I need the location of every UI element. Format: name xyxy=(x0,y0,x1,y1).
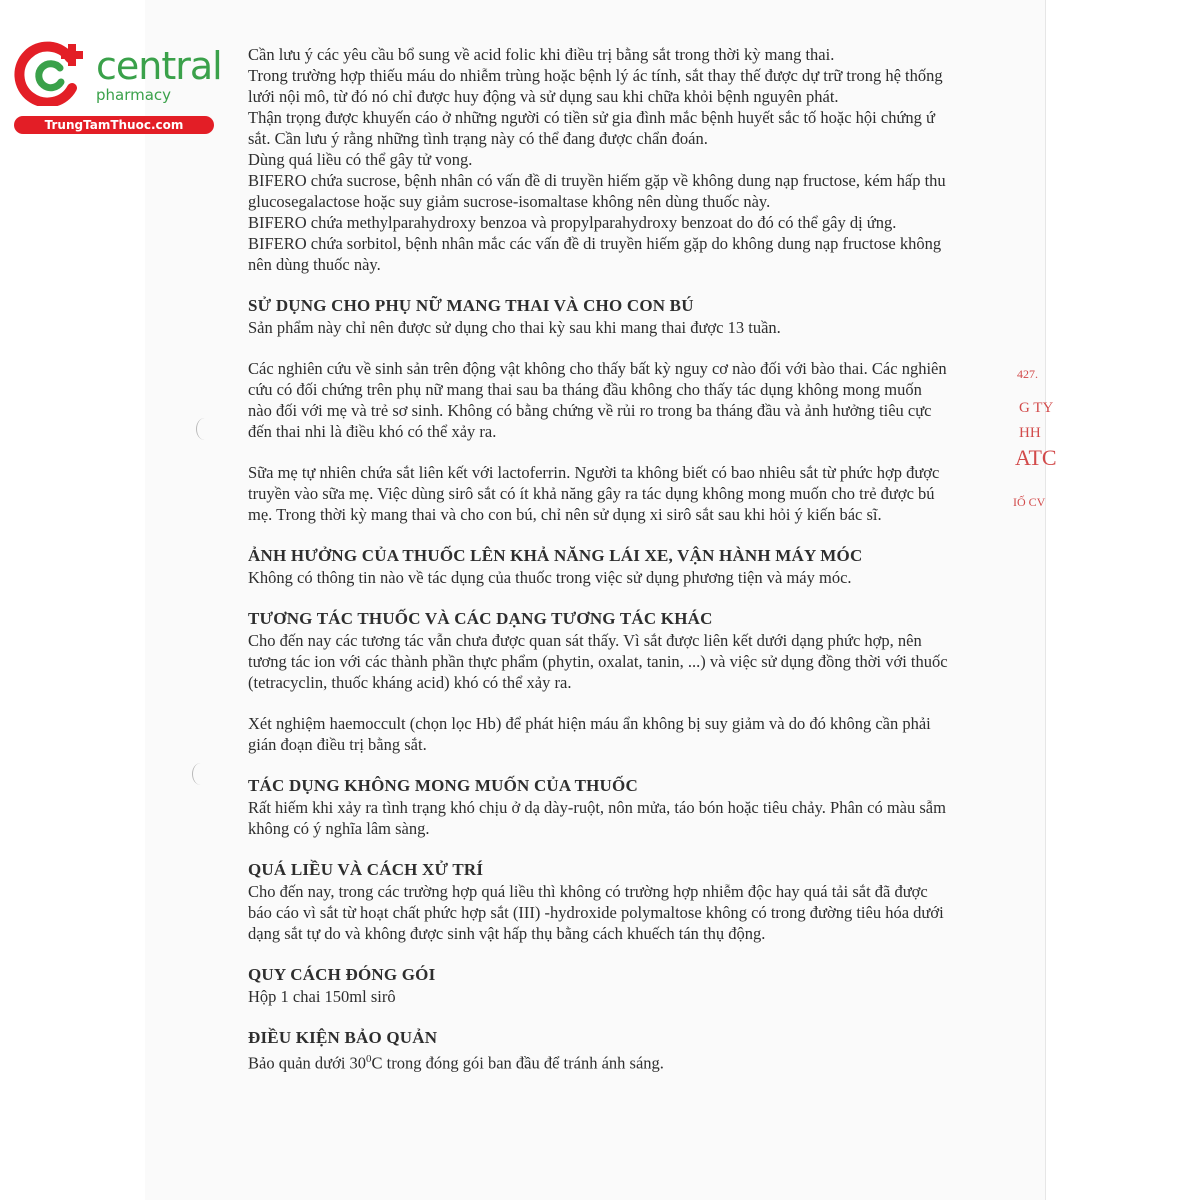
punch-hole-mark xyxy=(192,763,209,785)
stamp-text: G TY xyxy=(1019,400,1054,416)
degree-sup: 0 xyxy=(366,1053,372,1065)
paragraph: Dùng quá liều có thể gây tử vong. xyxy=(248,150,473,169)
paragraph: Không có thông tin nào về tác dụng của thuốc trong việc sử dụng phương tiện và máy móc. xyxy=(248,568,852,587)
section-heading-storage: ĐIỀU KIỆN BẢO QUẢN xyxy=(248,1028,438,1047)
document-body xyxy=(248,44,948,1074)
section-heading-packaging: QUY CÁCH ĐÓNG GÓI xyxy=(248,965,436,984)
paragraph: Sữa mẹ tự nhiên chứa sắt liên kết với lactoferrin. Người ta không biết có bao nhiêu sắt từ phức hợp được truyền vào sữa mẹ. Việc dùng sirô sắt có ít khả năng gây ra tác dụng không mong muốn cho trẻ được bú mẹ. Trong thời kỳ mang thai và cho con bú, chỉ nên sử dụng xi sirô sắt sau khi hỏi ý kiến bác sĩ. xyxy=(248,463,940,524)
paragraph: Cho đến nay, trong các trường hợp quá liều thì không có trường hợp nhiễm độc hay quá tải sắt đã được báo cáo vì sắt từ hoạt chất phức hợp sắt (III) -hydroxide polymaltose không có trong đường tiêu hóa dưới dạng sắt tự do và không được sinh vật hấp thụ bằng cách khuếch tán thụ động. xyxy=(248,882,944,943)
paragraph: Cần lưu ý các yêu cầu bổ sung về acid folic khi điều trị bằng sắt trong thời kỳ mang thai. xyxy=(248,45,835,64)
paragraph: Rất hiếm khi xảy ra tình trạng khó chịu ở dạ dày-ruột, nôn mửa, táo bón hoặc tiêu chảy. Phân có màu sẫm không có ý nghĩa lâm sàng. xyxy=(248,798,946,838)
brand-subtitle: pharmacy xyxy=(96,86,172,104)
paragraph: Thận trọng được khuyến cáo ở những người có tiền sử gia đình mắc bệnh huyết sắc tố hoặc hội chứng ứ sắt. Cần lưu ý rằng những tình trạng này có thể đang được chẩn đoán. xyxy=(248,108,935,148)
stamp-text: 427. xyxy=(1017,367,1038,381)
paragraph: Sản phẩm này chỉ nên được sử dụng cho thai kỳ sau khi mang thai được 13 tuần. xyxy=(248,318,781,337)
punch-hole-mark xyxy=(196,418,213,440)
paragraph: Trong trường hợp thiếu máu do nhiễm trùng hoặc bệnh lý ác tính, sắt thay thế được dự trữ trong hệ thống lưới nội mô, từ đó nó chỉ được huy động và sử dụng sau khi chữa khỏi bệnh nguyên phát. xyxy=(248,66,943,106)
intro-block xyxy=(248,44,948,275)
brand-url[interactable]: TrungTamThuoc.com xyxy=(14,116,214,134)
section-heading-overdose: QUÁ LIỀU VÀ CÁCH XỬ TRÍ xyxy=(248,860,484,879)
paragraph: Xét nghiệm haemoccult (chọn lọc Hb) để phát hiện máu ẩn không bị suy giảm và do đó không cần phải gián đoạn điều trị bằng sắt. xyxy=(248,714,931,754)
paragraph: Các nghiên cứu về sinh sản trên động vật không cho thấy bất kỳ nguy cơ nào đối với bào thai. Các nghiên cứu có đối chứng trên phụ nữ mang thai sau ba tháng đầu không cho thấy tác dụng không mong muốn nào đối với mẹ và trẻ sơ sinh. Không có bằng chứng về rủi ro trong ba tháng đầu và ảnh hưởng tiêu cực đến thai nhi là điều khó có thể xảy ra. xyxy=(248,359,947,441)
paragraph: BIFERO chứa sorbitol, bệnh nhân mắc các vấn đề di truyền hiếm gặp do không dung nạp fructose không nên dùng thuốc này. xyxy=(248,234,942,274)
storage-paragraph xyxy=(248,1049,948,1074)
brand-logo[interactable] xyxy=(10,38,220,138)
paragraph: BIFERO chứa sucrose, bệnh nhân có vấn đề di truyền hiếm gặp về không dung nạp fructose, kém hấp thu glucosegalactose hoặc suy giảm sucrose-isomaltase không nên dùng thuốc này. xyxy=(248,171,946,211)
paragraph: BIFERO chứa methylparahydroxy benzoa và propylparahydroxy benzoat do đó có thể gây dị ứng. xyxy=(248,213,897,232)
stamp-text: ATC xyxy=(1015,445,1057,470)
storage-text-pre: Bảo quản dưới 30 xyxy=(248,1053,367,1073)
storage-text-post: C trong đóng gói ban đầu để tránh ánh sáng. xyxy=(371,1053,664,1073)
section-heading-pregnancy: SỬ DỤNG CHO PHỤ NỮ MANG THAI VÀ CHO CON BÚ xyxy=(248,296,694,315)
section-heading-adverse-effects: TÁC DỤNG KHÔNG MONG MUỐN CỦA THUỐC xyxy=(248,776,638,795)
section-heading-interactions: TƯƠNG TÁC THUỐC VÀ CÁC DẠNG TƯƠNG TÁC KHÁC xyxy=(248,609,713,628)
stamp-text: HH xyxy=(1019,425,1041,441)
stamp-text: IỐ CV xyxy=(1013,495,1046,509)
red-stamp xyxy=(1005,355,1075,525)
brand-name: central xyxy=(96,44,222,88)
paragraph: Cho đến nay các tương tác vẫn chưa được quan sát thấy. Vì sắt được liên kết dưới dạng phức hợp, nên tương tác ion với các thành phần thực phẩm (phytin, oxalat, tanin, ...) và việc sử dụng đồng thời với thuốc (tetracyclin, thuốc kháng acid) khó có thể xảy ra. xyxy=(248,631,948,692)
paragraph: Hộp 1 chai 150ml sirô xyxy=(248,987,396,1006)
section-heading-driving: ẢNH HƯỞNG CỦA THUỐC LÊN KHẢ NĂNG LÁI XE, VẬN HÀNH MÁY MÓC xyxy=(248,546,863,565)
logo-c-cross-icon xyxy=(12,40,88,106)
